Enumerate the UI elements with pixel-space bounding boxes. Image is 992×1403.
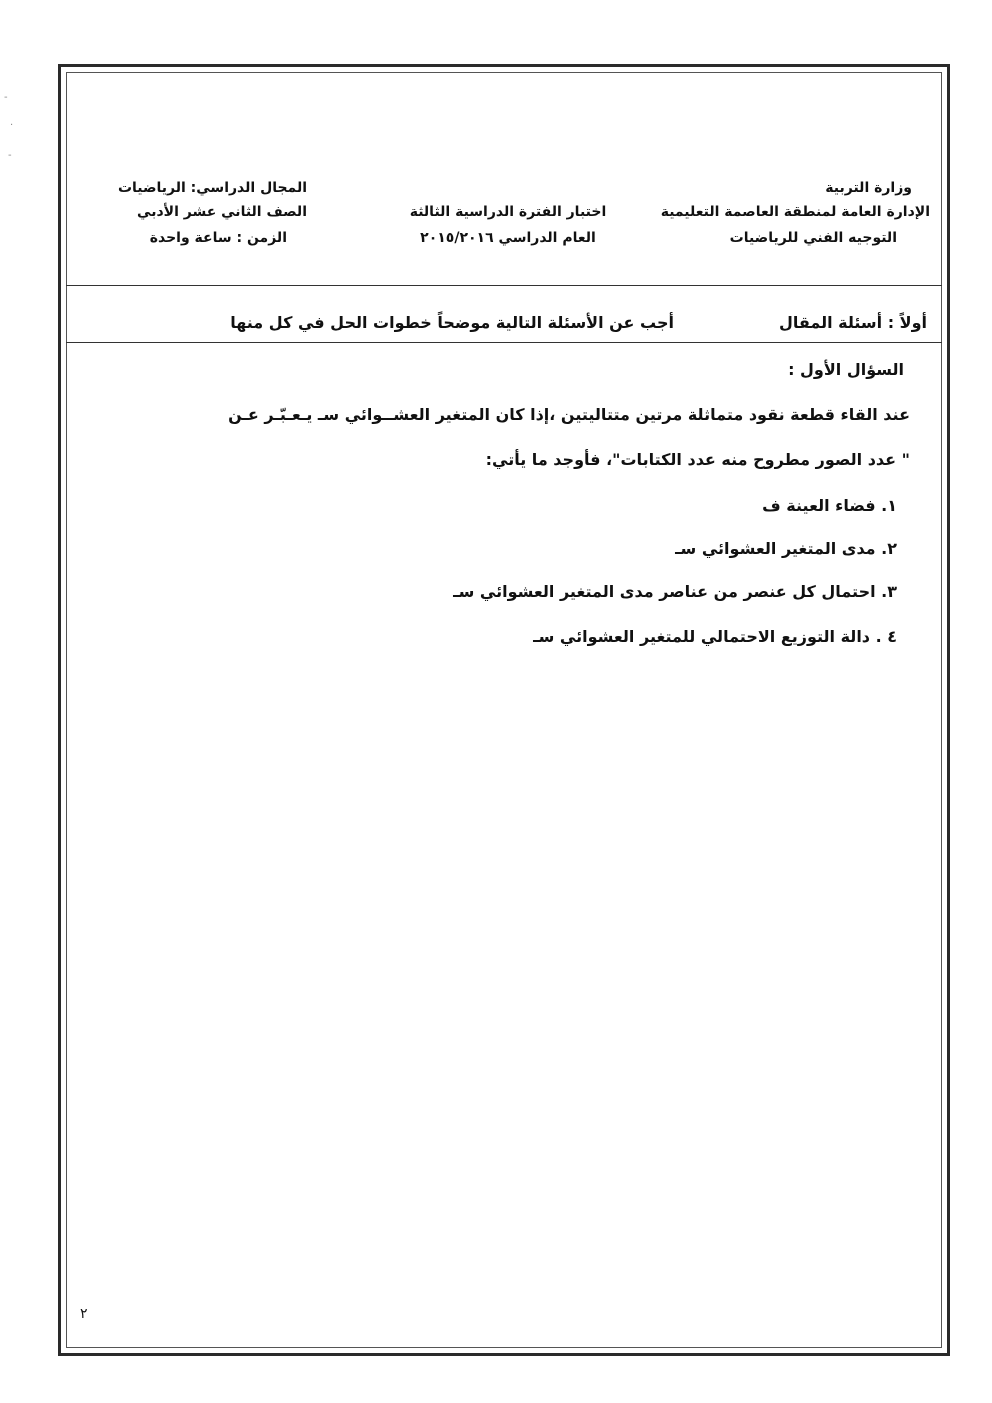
question-text-line2: " عدد الصور مطروح منه عدد الكتابات"، فأوجد ما يأتي:: [485, 450, 910, 469]
section-title: أولاً : أسئلة المقال: [778, 313, 927, 332]
question-text-line1: عند القاء قطعة نقود متماثلة مرتين متتاليتين ،إذا كان المتغير العشــوائي سـ يـعـبّـر عـن: [228, 405, 910, 424]
question-item-2: ٢. مدى المتغير العشوائي سـ: [675, 539, 897, 558]
page-number: ٢: [80, 1306, 88, 1322]
header-department: التوجيه الفني للرياضيات: [729, 230, 897, 246]
header-subject: المجال الدراسي: الرياضيات: [117, 180, 307, 196]
question-title: السؤال الأول :: [788, 360, 904, 379]
page-border-inner: [66, 72, 942, 1348]
scan-speck: ‑: [8, 150, 12, 161]
header-exam-title: اختبار الفترة الدراسية الثالثة: [409, 204, 607, 220]
question-item-1: ١. فضاء العينة ف: [762, 496, 897, 515]
question-item-4: ٤ . دالة التوزيع الاحتمالي للمتغير العشوائي سـ: [533, 627, 897, 646]
scan-speck: ‑: [4, 92, 8, 103]
header-academic-year: العام الدراسي ٢٠١٥/٢٠١٦: [420, 230, 596, 246]
section-instruction: أجب عن الأسئلة التالية موضحاً خطوات الحل في كل منها: [230, 313, 674, 332]
question-item-3: ٣. احتمال كل عنصر من عناصر مدى المتغير العشوائي سـ: [453, 582, 897, 601]
header-duration: الزمن : ساعة واحدة: [149, 230, 287, 246]
header-ministry: وزارة التربية: [825, 180, 912, 196]
scan-speck: ·: [10, 120, 14, 131]
header-grade: الصف الثاني عشر الأدبي: [137, 204, 307, 220]
header-district: الإدارة العامة لمنطقة العاصمة التعليمية: [660, 204, 930, 220]
header-divider: [66, 285, 942, 286]
section-divider: [66, 342, 942, 343]
